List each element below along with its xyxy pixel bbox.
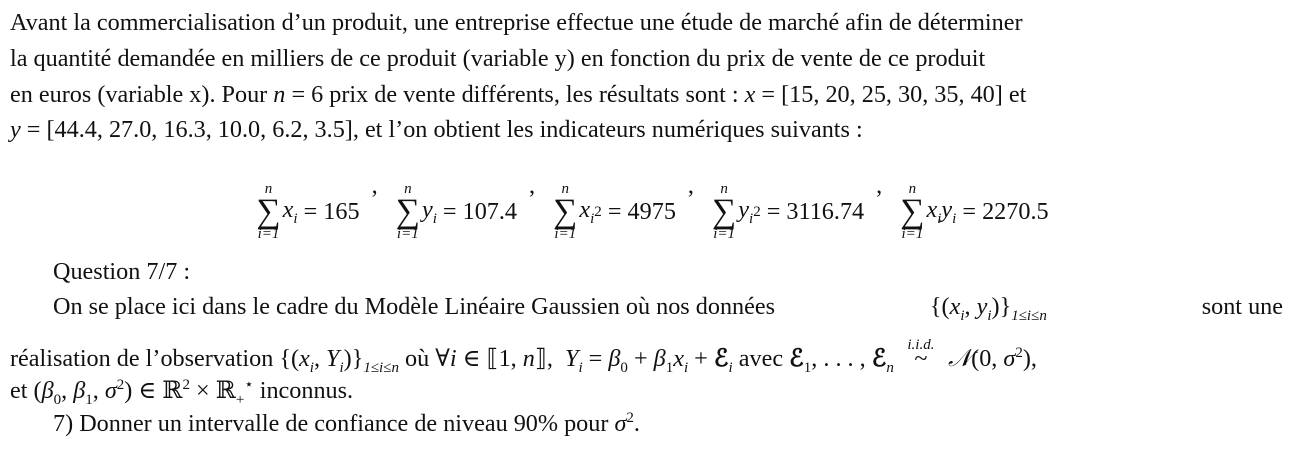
- question-line-3-text: inconnus.: [259, 377, 354, 405]
- observation-notation: {($x_i$, $Y_i)\}_{1\le i\le n}$: [279, 345, 399, 376]
- sum-y: n ∑ i=1 $y_i$ = 107.4: [395, 181, 518, 242]
- intro-line-3-part-b: = 6 prix de vente différents, les résultats sont :: [291, 81, 739, 108]
- intro-line-1-text: Avant la commercialisation d’un produit, une entreprise effectue une étude de marché afin de déterminer: [10, 9, 1023, 36]
- sigma-icon: n ∑ i=1: [712, 181, 737, 242]
- x-values: = [15, 20, 25, 30, 35, 40] et: [761, 81, 1027, 108]
- task-text: 7) Donner un intervalle de confiance de niveau 90% pour: [53, 410, 609, 438]
- task-line: [53, 403, 1283, 439]
- intro-line-3: [10, 80, 1283, 110]
- question-title-text: Question 7/7 :: [53, 258, 191, 285]
- intro-line-1: [10, 8, 1283, 38]
- intro-line-4: [10, 115, 1283, 145]
- sigma-icon: n ∑ i=1: [900, 181, 925, 242]
- sigma-icon: n ∑ i=1: [553, 181, 578, 242]
- sum-x: n ∑ i=1 $x_i$ = 165: [256, 181, 360, 242]
- x-symbol: x: [744, 81, 756, 108]
- comma: ,: [529, 172, 536, 199]
- intro-line-2: [10, 44, 1283, 74]
- summary-statistics-formula: [0, 172, 1305, 242]
- n-symbol: n: [273, 81, 286, 108]
- question-line-2-text: réalisation de l’observation: [10, 345, 274, 373]
- question-line-1-end: sont une: [1201, 293, 1283, 320]
- sigma-icon: n ∑ i=1: [395, 181, 420, 242]
- sum-xy-value: = 2270.5: [962, 198, 1049, 225]
- sum-xy: n ∑ i=1 $x_iy_i$ = 2270.5: [900, 181, 1049, 242]
- y-symbol: y: [10, 116, 21, 143]
- sum-y-squared: n ∑ i=1 $y_i$ 2 = 3116.74: [712, 181, 865, 242]
- question-line-2-with: avec: [738, 345, 784, 373]
- comma: ,: [687, 172, 694, 199]
- question-line-2-where: où: [405, 345, 430, 373]
- question-title: [53, 257, 1283, 287]
- y-values: = [44.4, 27.0, 16.3, 10.0, 6.2, 3.5], et l’on obtient les indicateurs numériques suivants :: [26, 116, 863, 143]
- question-line-1-text: On se place ici dans le cadre du Modèle Linéaire Gaussien où nos données: [53, 293, 776, 320]
- sum-x-squared: n ∑ i=1 $x_i$ 2 = 4975: [553, 181, 676, 242]
- intro-line-2-text: la quantité demandée en milliers de ce produit (variable y) en fonction du prix de vente de ce produit: [10, 45, 986, 72]
- question-line-1: [53, 292, 1283, 331]
- data-set-notation: {($x_i$, $y_i)\}_{1\le i\le n}$: [929, 293, 1047, 324]
- sum-x-value: = 165: [303, 198, 360, 225]
- parameter-space: et ($\beta_0$, $\beta_1$, $\sigma^2$) ∈ ℝ$^2$ × ℝ$_+$⋆: [10, 376, 254, 408]
- sigma-icon: n ∑ i=1: [256, 181, 281, 242]
- comma: ,: [371, 172, 378, 199]
- model-equation: ∀i ∈ ⟦1, n⟧, $Y_i = \beta_0 + \beta_1x_i$ + ℰ$_i$: [435, 345, 733, 376]
- sigma-squared: $\sigma^2$.: [614, 410, 640, 438]
- sum-y-squared-value: = 3116.74: [766, 198, 865, 225]
- sum-x-squared-value: = 4975: [607, 198, 676, 225]
- comma: ,: [876, 172, 883, 199]
- error-distribution: ℰ$_1$, . . . , ℰ$_n$ i.i.d. ~ 𝒩(0, $\sigma^2$),: [789, 337, 1037, 376]
- intro-line-3-part-a: en euros (variable x). Pour: [10, 81, 268, 108]
- sum-y-value: = 107.4: [442, 198, 518, 225]
